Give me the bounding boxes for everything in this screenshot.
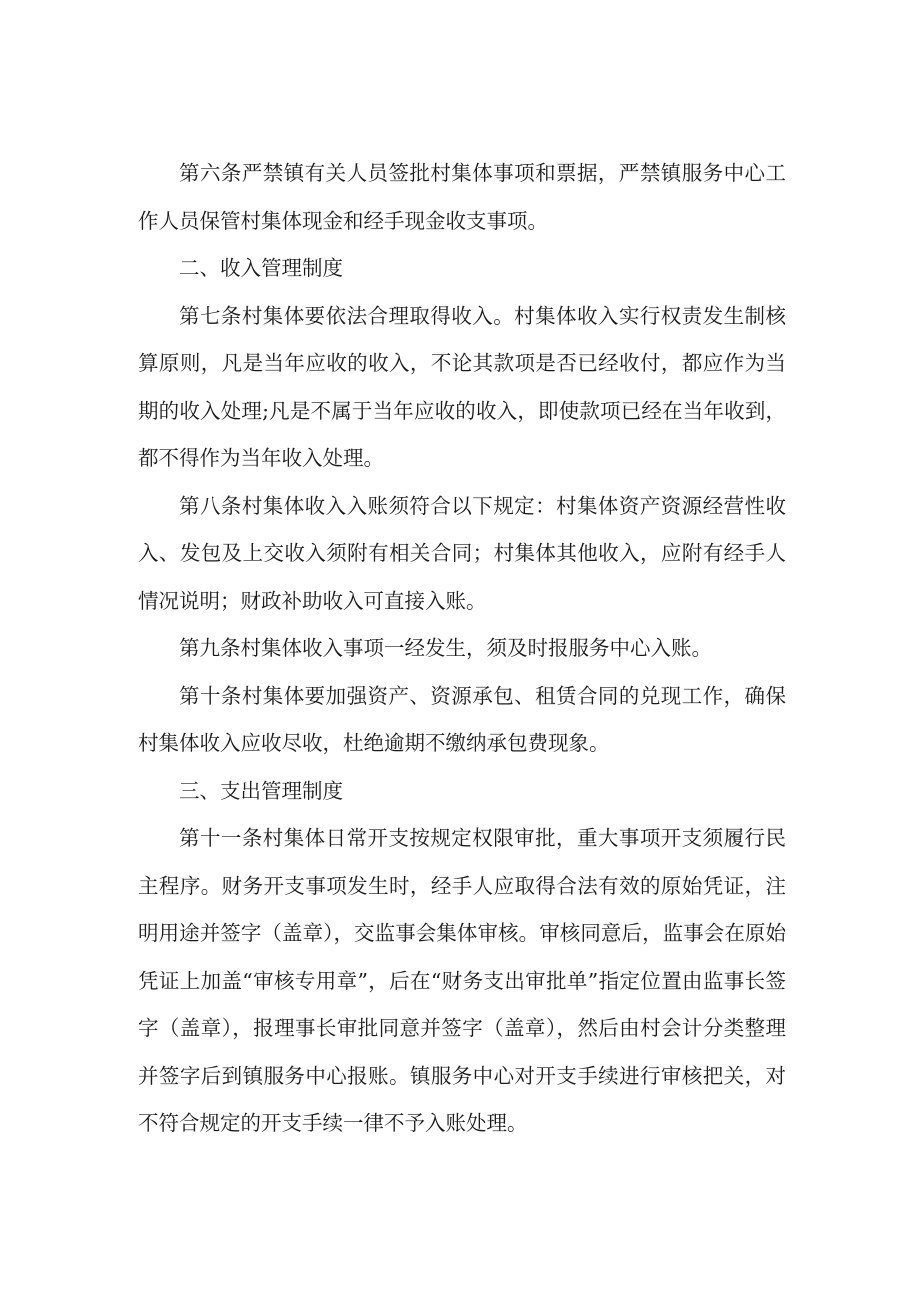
article-11-paragraph: 第十一条村集体日常开支按规定权限审批，重大事项开支须履行民主程序。财务开支事项发生时，经手人应取得合法有效的原始凭证，注明用途并签字（盖章），交监事会集体审核。审核同意后，监事会在原始凭证上加盖“审核专用章”，后在“财务支出审批单”指定位置由监事长签字（盖章），报理事长审批同意并签字（盖章），然后由村会计分类整理并签字后到镇服务中心报账。镇服务中心对开支手续进行审核把关，对不符合规定的开支手续一律不予入账处理。: [138, 826, 786, 1135]
article-10-paragraph: 第十条村集体要加强资产、资源承包、租赁合同的兑现工作，确保村集体收入应收尽收，杜绝逾期不缴纳承包费现象。: [138, 683, 786, 755]
article-8-paragraph: 第八条村集体收入入账须符合以下规定：村集体资产资源经营性收入、发包及上交收入须附有相关合同；村集体其他收入，应附有经手人情况说明；财政补助收入可直接入账。: [138, 493, 786, 613]
article-9-paragraph: 第九条村集体收入事项一经发生，须及时报服务中心入账。: [179, 636, 712, 660]
section-heading-expenditure: 三、支出管理制度: [179, 778, 343, 803]
document-body: [138, 150, 786, 1148]
article-7-paragraph: 第七条村集体要依法合理取得收入。村集体收入实行权责发生制核算原则，凡是当年应收的收入，不论其款项是否已经收付，都应作为当期的收入处理;凡是不属于当年应收的收入，即使款项已经在当年收到，都不得作为当年收入处理。: [138, 303, 786, 470]
article-6-paragraph: 第六条严禁镇有关人员签批村集体事项和票据，严禁镇服务中心工作人员保管村集体现金和经手现金收支事项。: [138, 161, 786, 233]
section-heading-income: 二、收入管理制度: [179, 256, 343, 280]
